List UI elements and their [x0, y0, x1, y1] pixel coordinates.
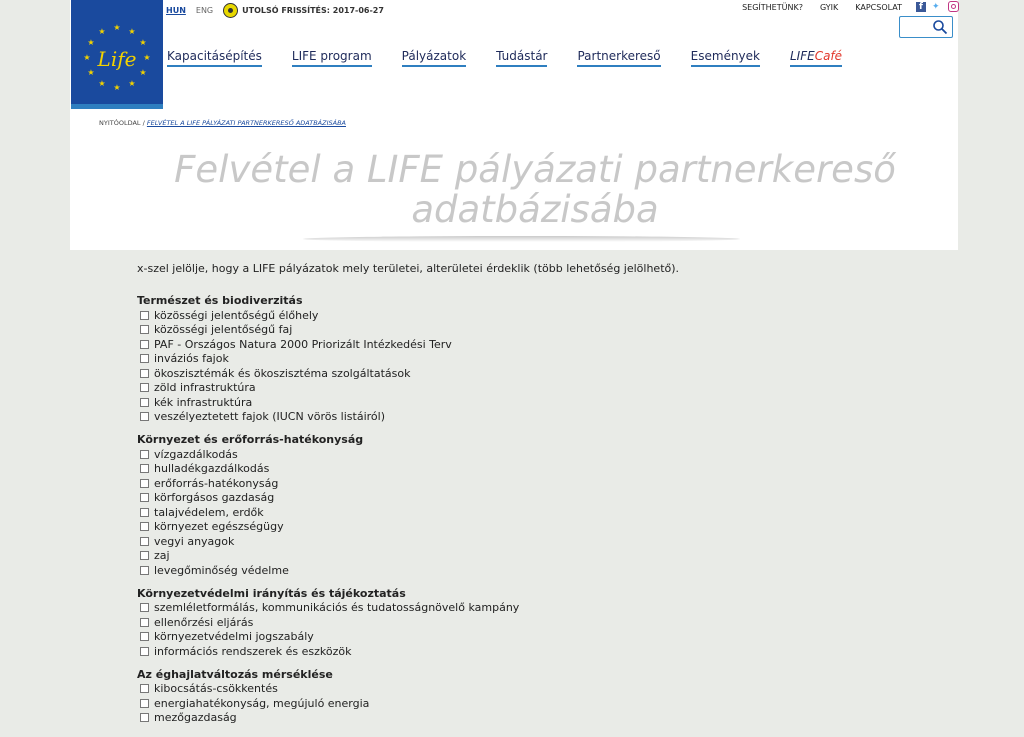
nav-kapacitasepites[interactable]: Kapacitásépítés	[167, 49, 262, 67]
top-links	[725, 3, 902, 12]
checkbox-row[interactable]	[137, 491, 679, 506]
checkbox[interactable]	[140, 340, 149, 349]
svg-text:★: ★	[128, 27, 136, 36]
svg-text:★: ★	[113, 23, 121, 32]
group-title: Az éghajlatváltozás mérséklése	[137, 667, 333, 681]
breadcrumb	[99, 119, 346, 127]
checkbox-row[interactable]	[137, 644, 679, 659]
checkbox[interactable]	[140, 508, 149, 517]
checkbox-row[interactable]	[137, 534, 679, 549]
checkbox-label: kibocsátás-csökkentés	[154, 682, 278, 696]
svg-text:★: ★	[87, 68, 95, 77]
checkbox-label: környezet egészségügy	[154, 520, 284, 534]
last-update: UTOLSÓ FRISSÍTÉS: 2017-06-27	[242, 6, 384, 15]
checkbox[interactable]	[140, 713, 149, 722]
checkbox[interactable]	[140, 398, 149, 407]
intro-text: x-szel jelölje, hogy a LIFE pályázatok mely területei, alterületei érdeklik (több lehetőség jelölhető).	[137, 262, 680, 275]
checkbox-row[interactable]	[137, 410, 679, 425]
group-title: Környezetvédelmi irányítás és tájékoztatás	[137, 586, 406, 600]
lang-eng[interactable]: ENG	[195, 6, 214, 15]
checkbox-label: mezőgazdaság	[154, 711, 237, 725]
checkbox-row[interactable]	[137, 563, 679, 578]
breadcrumb-separator: /	[142, 119, 145, 127]
interest-groups	[137, 293, 679, 725]
checkbox-label: közösségi jelentőségű élőhely	[154, 308, 319, 322]
checkbox-row[interactable]	[137, 323, 679, 338]
svg-text:★: ★	[113, 83, 121, 92]
checkbox-label: zaj	[154, 549, 170, 563]
checkbox[interactable]	[140, 325, 149, 334]
checkbox-label: ökoszisztémák és ökoszisztéma szolgáltatások	[154, 366, 411, 380]
contact-link[interactable]: KAPCSOLAT	[855, 3, 902, 12]
checkbox-label: levegőminőség védelme	[154, 563, 289, 577]
top-bar	[166, 3, 384, 18]
checkbox[interactable]	[140, 522, 149, 531]
main-nav	[167, 49, 872, 67]
checkbox-label: hulladékgazdálkodás	[154, 462, 270, 476]
checkbox-row[interactable]	[137, 337, 679, 352]
svg-text:★: ★	[98, 79, 106, 88]
checkbox[interactable]	[140, 537, 149, 546]
nav-palyazatok[interactable]: Pályázatok	[402, 49, 467, 67]
checkbox-label: zöld infrastruktúra	[154, 381, 256, 395]
checkbox[interactable]	[140, 647, 149, 656]
nav-esemenyek[interactable]: Események	[691, 49, 760, 67]
checkbox-row[interactable]	[137, 549, 679, 564]
search-box[interactable]	[899, 16, 953, 38]
eu-stars-icon	[81, 22, 153, 94]
social-links	[916, 1, 965, 12]
checkbox[interactable]	[140, 464, 149, 473]
breadcrumb-home[interactable]: NYITÓOLDAL	[99, 119, 141, 127]
checkbox[interactable]	[140, 493, 149, 502]
instagram-icon[interactable]	[948, 1, 959, 12]
checkbox-label: veszélyeztetett fajok (IUCN vörös listáiról)	[154, 410, 385, 424]
search-icon[interactable]	[932, 19, 948, 35]
nav-life-program[interactable]: LIFE program	[292, 49, 372, 67]
checkbox[interactable]	[140, 699, 149, 708]
breadcrumb-current[interactable]: FELVÉTEL A LIFE PÁLYÁZATI PARTNERKERESŐ ADATBÁZISÁBA	[146, 119, 346, 127]
checkbox-row[interactable]	[137, 505, 679, 520]
checkbox[interactable]	[140, 369, 149, 378]
checkbox-row[interactable]	[137, 682, 679, 697]
checkbox-label: vízgazdálkodás	[154, 447, 238, 461]
checkbox[interactable]	[140, 412, 149, 421]
checkbox[interactable]	[140, 450, 149, 459]
checkbox-row[interactable]	[137, 696, 679, 711]
checkbox-row[interactable]	[137, 447, 679, 462]
checkbox-label: kék infrastruktúra	[154, 395, 253, 409]
checkbox-label: ellenőrzési eljárás	[154, 615, 254, 629]
checkbox-label: erőforrás-hatékonyság	[154, 476, 279, 490]
nav-tudastar[interactable]: Tudástár	[496, 49, 547, 67]
page-title-line2: adatbázisába	[411, 188, 659, 231]
checkbox-label: PAF - Országos Natura 2000 Priorizált Intézkedési Terv	[154, 337, 452, 351]
page-title-line1: Felvétel a LIFE pályázati partnerkereső	[174, 148, 896, 191]
faq-link[interactable]: GYIK	[819, 3, 839, 12]
checkbox[interactable]	[140, 632, 149, 641]
checkbox[interactable]	[140, 551, 149, 560]
lang-hun[interactable]: HUN	[166, 6, 186, 15]
checkbox[interactable]	[140, 311, 149, 320]
checkbox-label: információs rendszerek és eszközök	[154, 644, 352, 658]
checkbox[interactable]	[140, 354, 149, 363]
svg-text:★: ★	[139, 68, 147, 77]
checkbox-label: vegyi anyagok	[154, 534, 235, 548]
facebook-icon[interactable]: f	[916, 2, 926, 12]
svg-text:★: ★	[83, 53, 91, 62]
update-icon	[223, 3, 238, 18]
title-divider	[303, 236, 740, 242]
checkbox[interactable]	[140, 383, 149, 392]
checkbox-row[interactable]	[137, 615, 679, 630]
svg-text:★: ★	[98, 27, 106, 36]
checkbox-row[interactable]	[137, 476, 679, 491]
checkbox[interactable]	[140, 479, 149, 488]
svg-text:★: ★	[143, 53, 151, 62]
checkbox-row[interactable]	[137, 462, 679, 477]
checkbox-row[interactable]	[137, 381, 679, 396]
nav-lifecafe[interactable]	[790, 49, 842, 67]
form-content	[137, 262, 679, 725]
checkbox-label: közösségi jelentőségű faj	[154, 323, 293, 337]
checkbox-row[interactable]	[137, 352, 679, 367]
checkbox-row[interactable]	[137, 711, 679, 726]
svg-text:★: ★	[139, 38, 147, 47]
svg-text:★: ★	[128, 79, 136, 88]
checkbox-label: talajvédelem, erdők	[154, 505, 264, 519]
checkbox[interactable]	[140, 618, 149, 627]
nav-partnerkereso[interactable]: Partnerkereső	[577, 49, 660, 67]
checkbox-label: körforgásos gazdaság	[154, 491, 275, 505]
help-link[interactable]: SEGÍTHETÜNK?	[742, 3, 803, 12]
checkbox-label: szemléletformálás, kommunikációs és tudatosságnövelő kampány	[154, 601, 520, 615]
checkbox[interactable]	[140, 566, 149, 575]
checkbox-row[interactable]	[137, 601, 679, 616]
nav-lifecafe-part1: LIFE	[789, 49, 815, 63]
checkbox-label: energiahatékonyság, megújuló energia	[154, 696, 370, 710]
checkbox[interactable]	[140, 603, 149, 612]
checkbox-row[interactable]	[137, 630, 679, 645]
page-title	[95, 150, 975, 230]
checkbox[interactable]	[140, 684, 149, 693]
checkbox-row[interactable]	[137, 395, 679, 410]
group-title: Természet és biodiverzitás	[137, 294, 303, 307]
logo-text: Life	[97, 47, 137, 71]
group-title: Környezet és erőforrás-hatékonyság	[137, 433, 364, 446]
life-logo[interactable]	[71, 0, 163, 109]
checkbox-label: környezetvédelmi jogszabály	[154, 630, 314, 644]
checkbox-label: inváziós fajok	[154, 352, 229, 366]
checkbox-row[interactable]	[137, 366, 679, 381]
twitter-icon[interactable]: ✦	[932, 1, 940, 12]
nav-lifecafe-part2: Café	[814, 49, 843, 63]
checkbox-row[interactable]	[137, 308, 679, 323]
svg-text:★: ★	[87, 38, 95, 47]
checkbox-row[interactable]	[137, 520, 679, 535]
